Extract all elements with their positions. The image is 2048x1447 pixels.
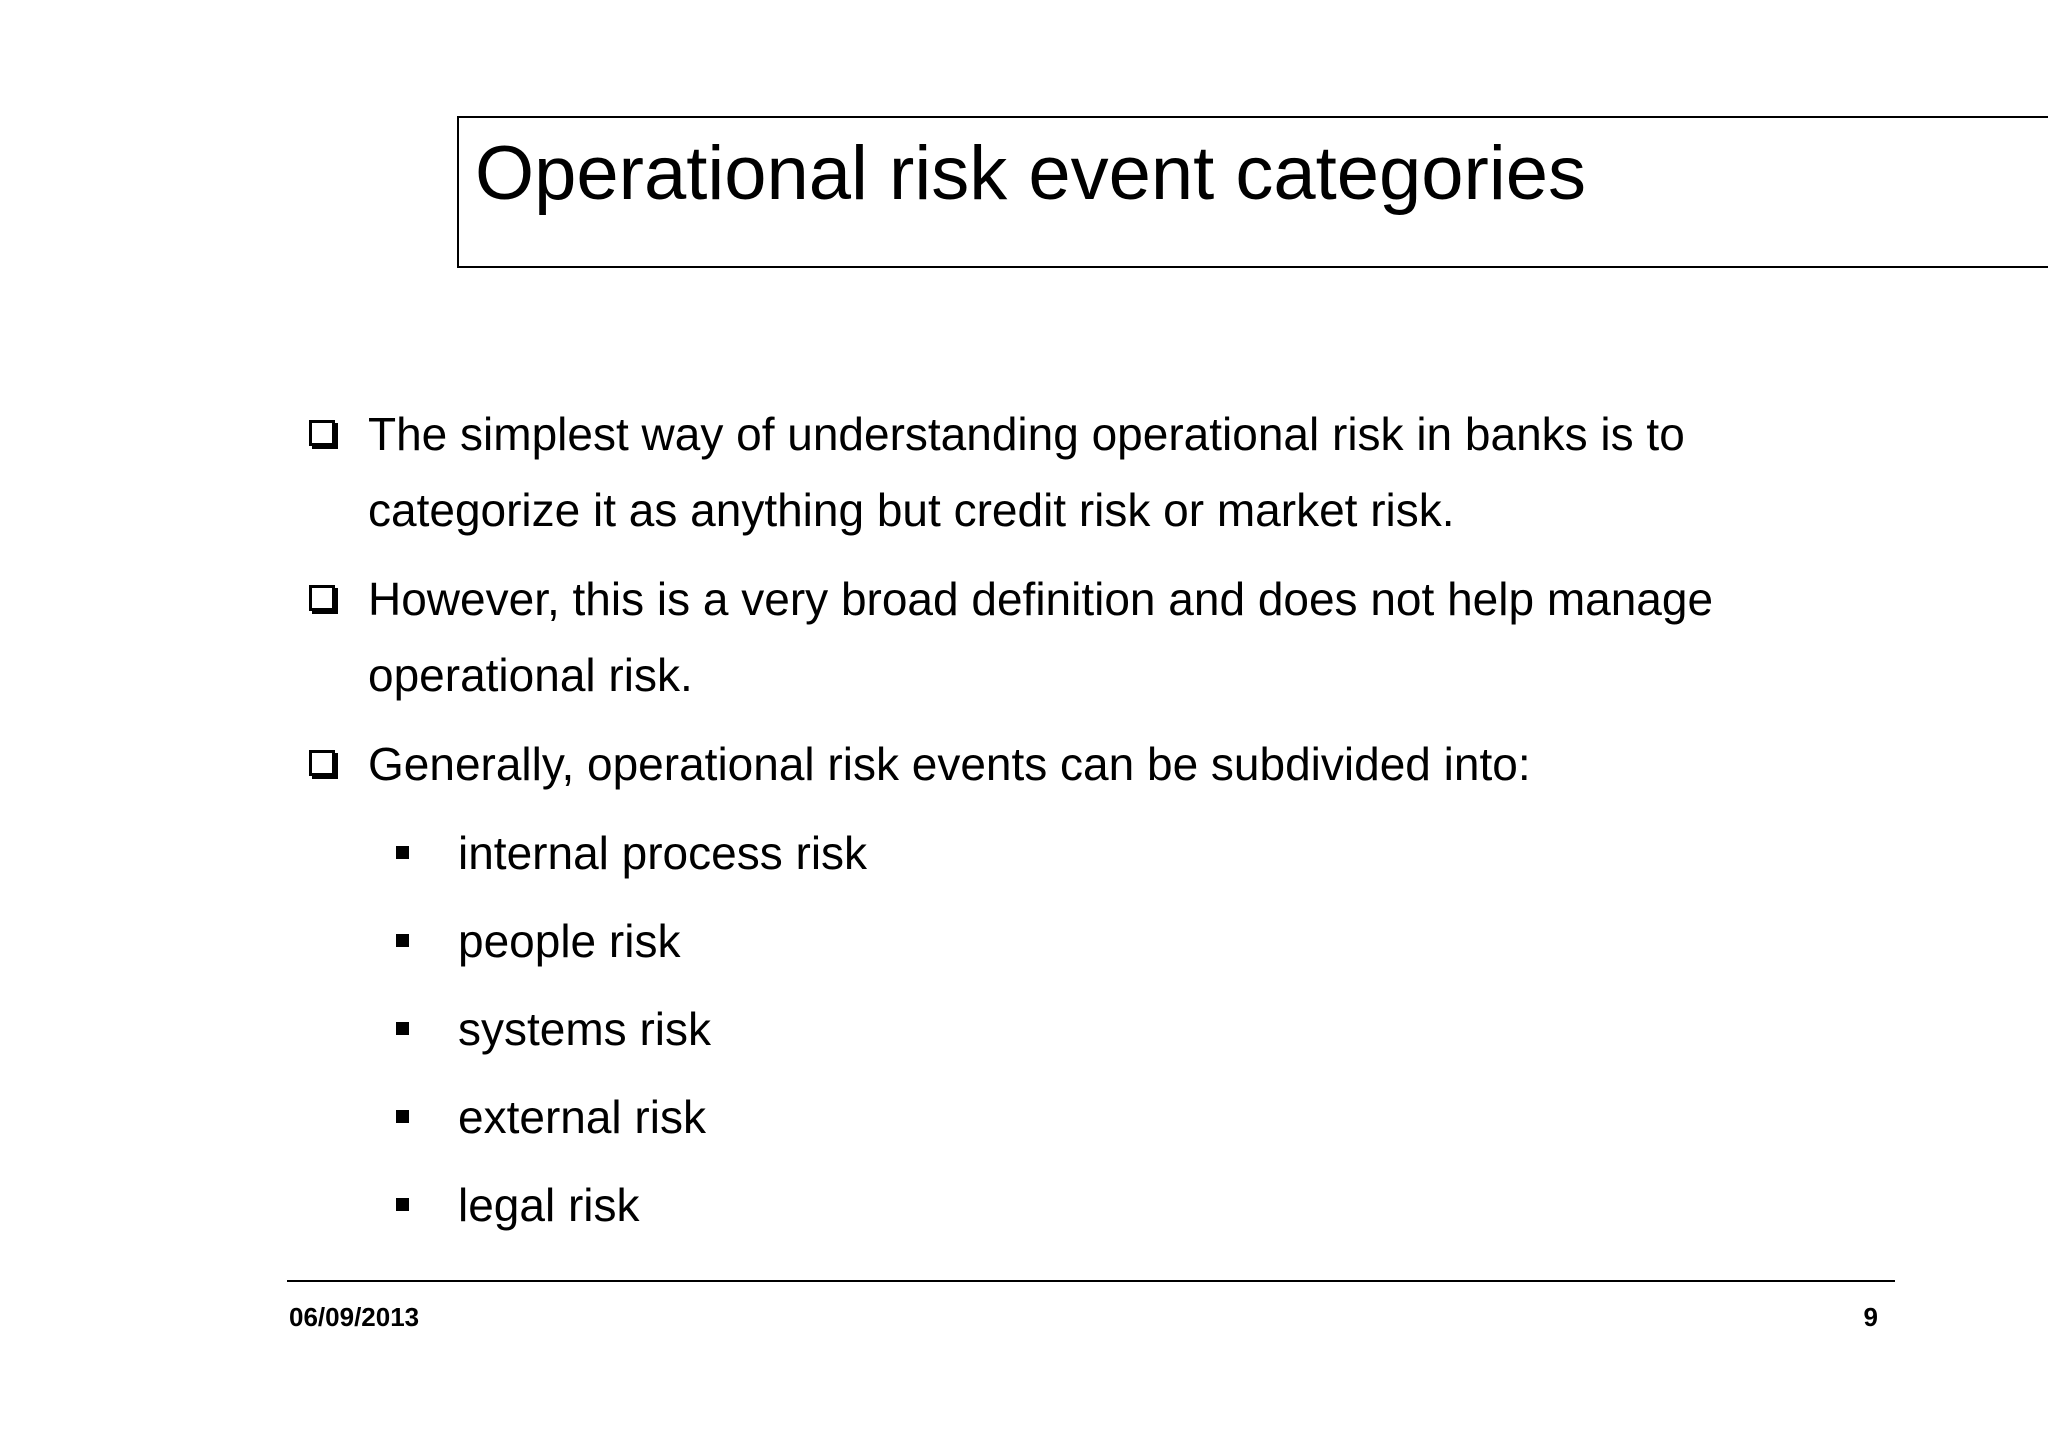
page-number: 9 <box>1863 1302 1878 1332</box>
square-bullet-icon <box>396 846 409 859</box>
title-box <box>457 116 2048 268</box>
bullet-text-line: operational risk. <box>368 649 693 701</box>
checkbox-bullet-icon <box>309 750 335 776</box>
square-bullet-icon <box>396 934 409 947</box>
bullet-text-line: Generally, operational risk events can be subdivided into: <box>368 738 1531 790</box>
checkbox-bullet-icon <box>309 420 335 446</box>
square-bullet-icon <box>396 1110 409 1123</box>
footer-date: 06/09/2013 <box>289 1302 420 1332</box>
slide-title: Operational risk event categories <box>475 131 1587 216</box>
square-bullet-icon <box>396 1198 409 1211</box>
checkbox-bullet-icon <box>309 585 335 611</box>
bullet-text-line: The simplest way of understanding operational risk in banks is to <box>368 408 1685 460</box>
square-bullet-icon <box>396 1022 409 1035</box>
sub-list-item-text: legal risk <box>458 1179 640 1231</box>
sub-list-item-text: systems risk <box>458 1003 711 1055</box>
footer-divider <box>287 1280 1895 1282</box>
sub-list-item-text: internal process risk <box>458 827 868 879</box>
bullet-text-line: However, this is a very broad definition and does not help manage <box>368 573 1714 625</box>
bullet-text-line: categorize it as anything but credit risk or market risk. <box>368 484 1455 536</box>
sub-list-item-text: people risk <box>458 915 681 967</box>
sub-list-item-text: external risk <box>458 1091 706 1143</box>
